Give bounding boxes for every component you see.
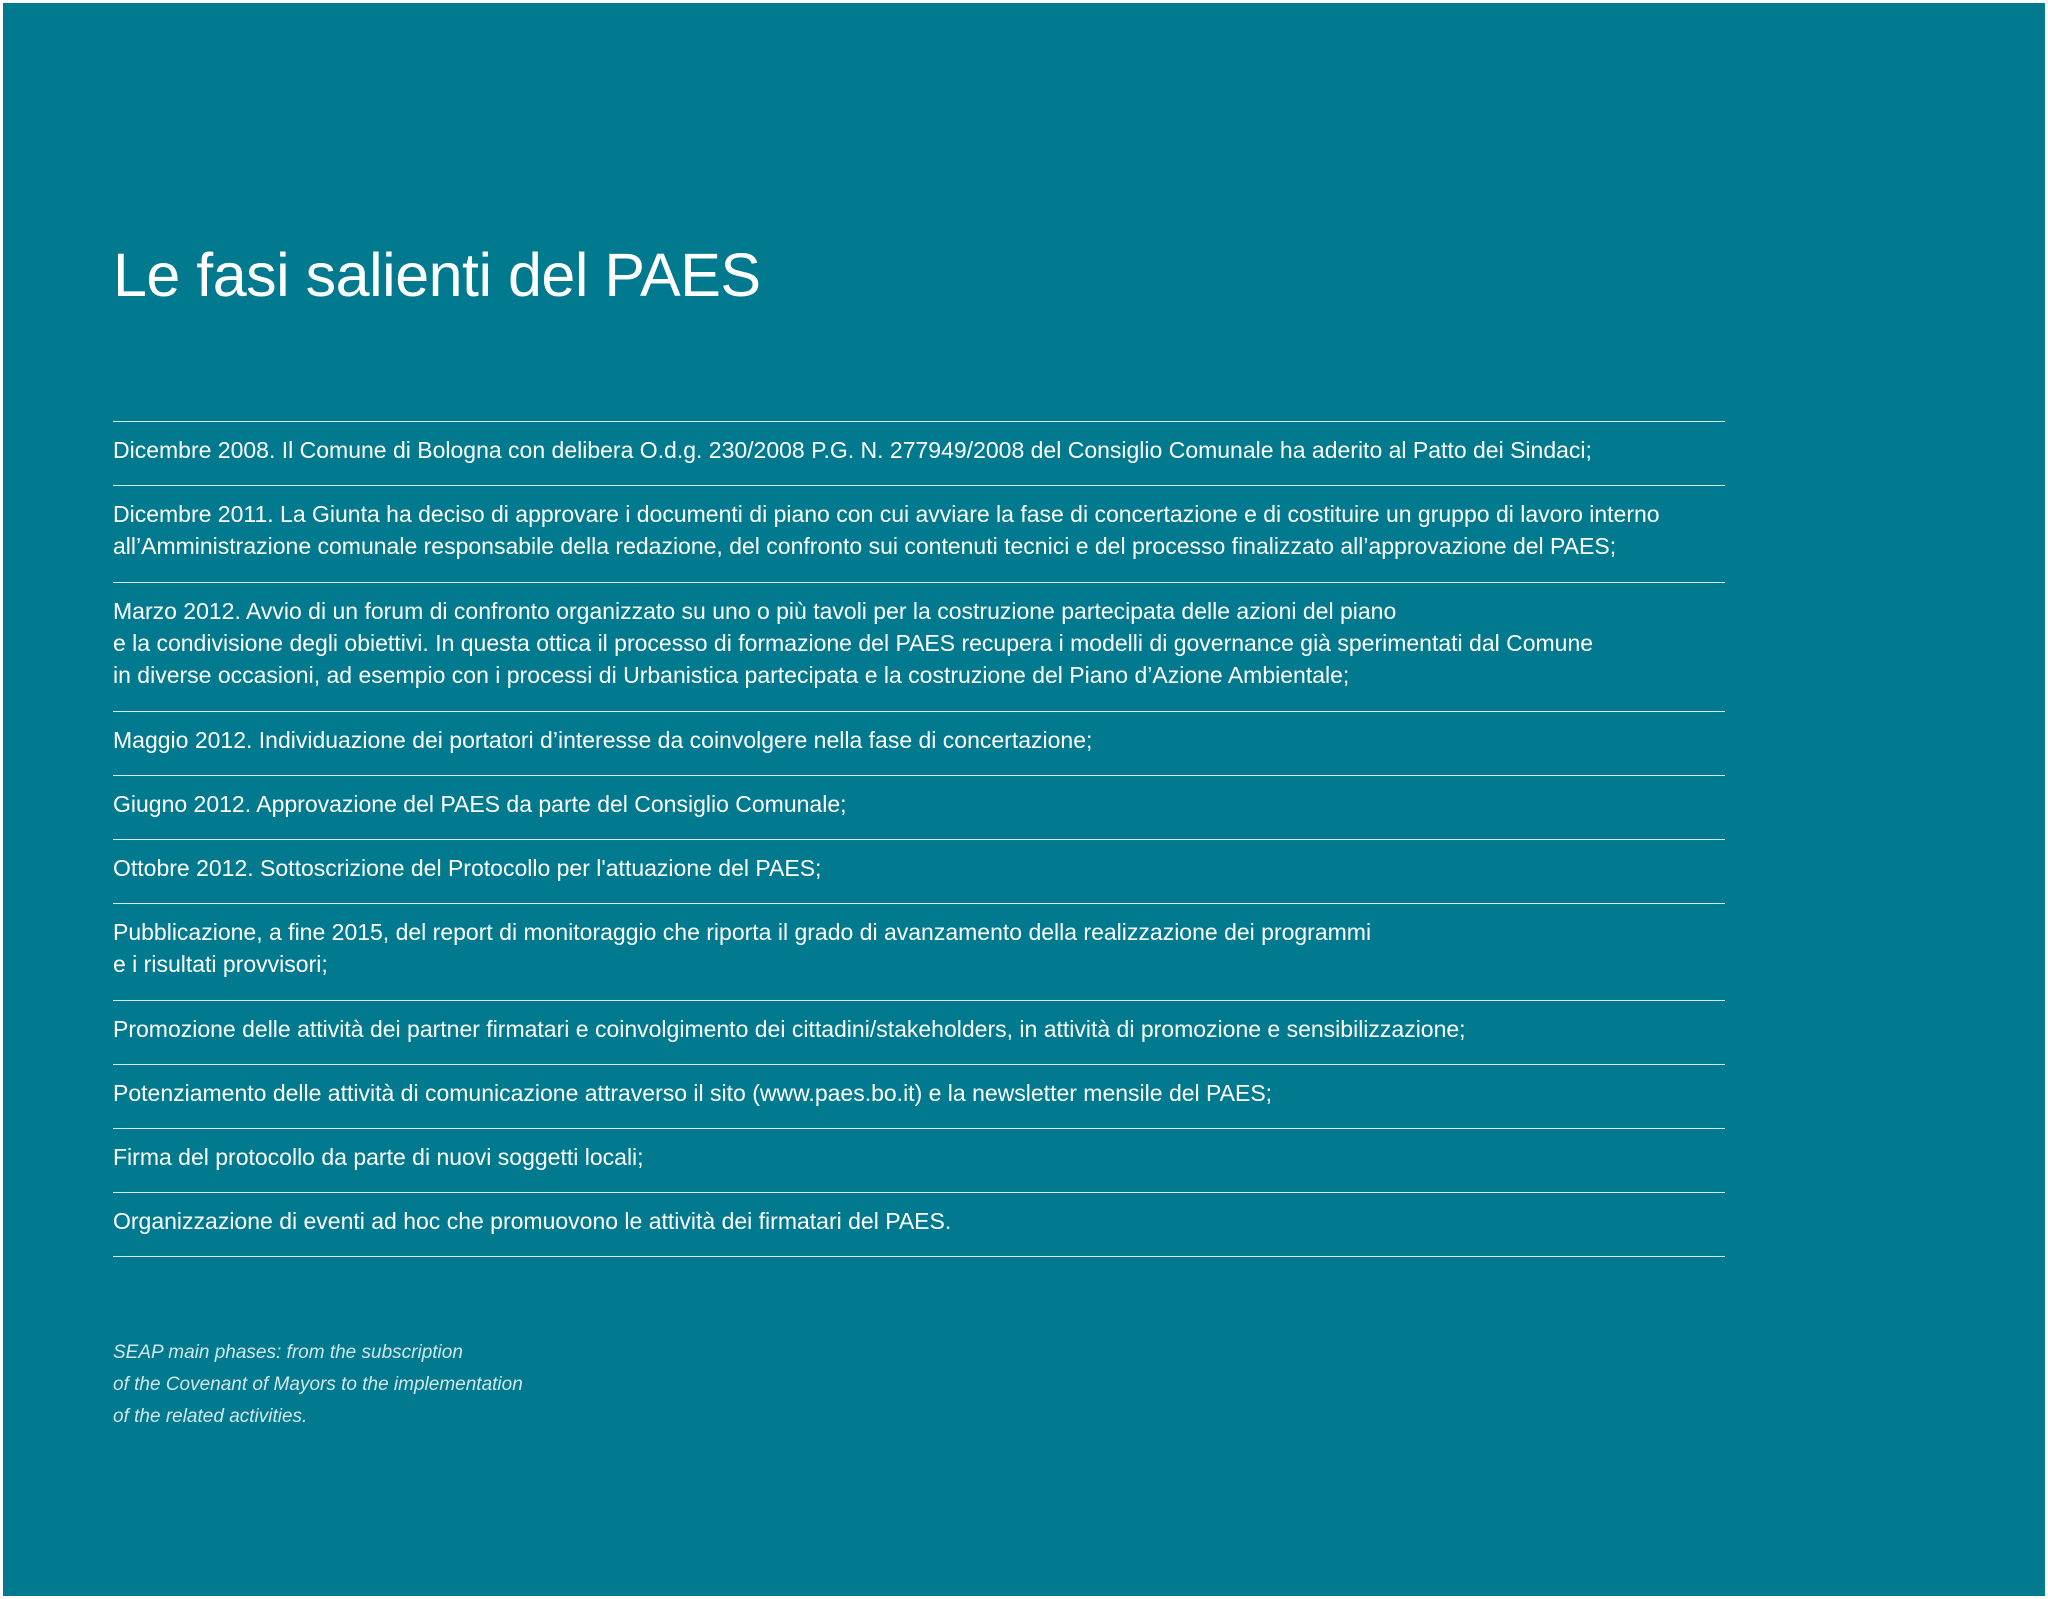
phase-item: Potenziamento delle attività di comunicazione attraverso il sito (www.paes.bo.it) e la newsletter mensile del PAES; (113, 1065, 1725, 1129)
phase-item: Maggio 2012. Individuazione dei portatori d’interesse da coinvolgere nella fase di concertazione; (113, 712, 1725, 776)
page-title: Le fasi salienti del PAES (113, 241, 761, 309)
phase-item: Ottobre 2012. Sottoscrizione del Protocollo per l'attuazione del PAES; (113, 840, 1725, 904)
phase-item: Dicembre 2011. La Giunta ha deciso di approvare i documenti di piano con cui avviare la fase di concertazione e di costituire un gruppo di lavoro interno all’Amministrazione comunale responsabile della redazione, del confronto sui contenuti tecnici e del processo finalizzato all’approvazione del PAES; (113, 486, 1725, 583)
phase-item: Marzo 2012. Avvio di un forum di confronto organizzato su uno o più tavoli per la costruzione partecipata delle azioni del piano e la condivisione degli obiettivi. In questa ottica il processo di formazione del PAES recupera i modelli di governance già sperimentati dal Comune in diverse occasioni, ad esempio con i processi di Urbanistica partecipata e la costruzione del Piano d’Azione Ambientale; (113, 583, 1725, 712)
phase-item: Giugno 2012. Approvazione del PAES da parte del Consiglio Comunale; (113, 776, 1725, 840)
document-page (3, 3, 2045, 1596)
phase-item: Pubblicazione, a fine 2015, del report di monitoraggio che riporta il grado di avanzamento della realizzazione dei programmi e i risultati provvisori; (113, 904, 1725, 1001)
phase-item: Organizzazione di eventi ad hoc che promuovono le attività dei firmatari del PAES. (113, 1193, 1725, 1257)
phase-item: Dicembre 2008. Il Comune di Bologna con delibera O.d.g. 230/2008 P.G. N. 277949/2008 del Consiglio Comunale ha aderito al Patto dei Sindaci; (113, 422, 1725, 486)
phase-item: Promozione delle attività dei partner firmatari e coinvolgimento dei cittadini/stakeholders, in attività di promozione e sensibilizzazione; (113, 1001, 1725, 1065)
phase-item: Firma del protocollo da parte di nuovi soggetti locali; (113, 1129, 1725, 1193)
english-caption: SEAP main phases: from the subscription of the Covenant of Mayors to the implementation of the related activities. (113, 1342, 523, 1427)
phases-list (113, 421, 1725, 1257)
